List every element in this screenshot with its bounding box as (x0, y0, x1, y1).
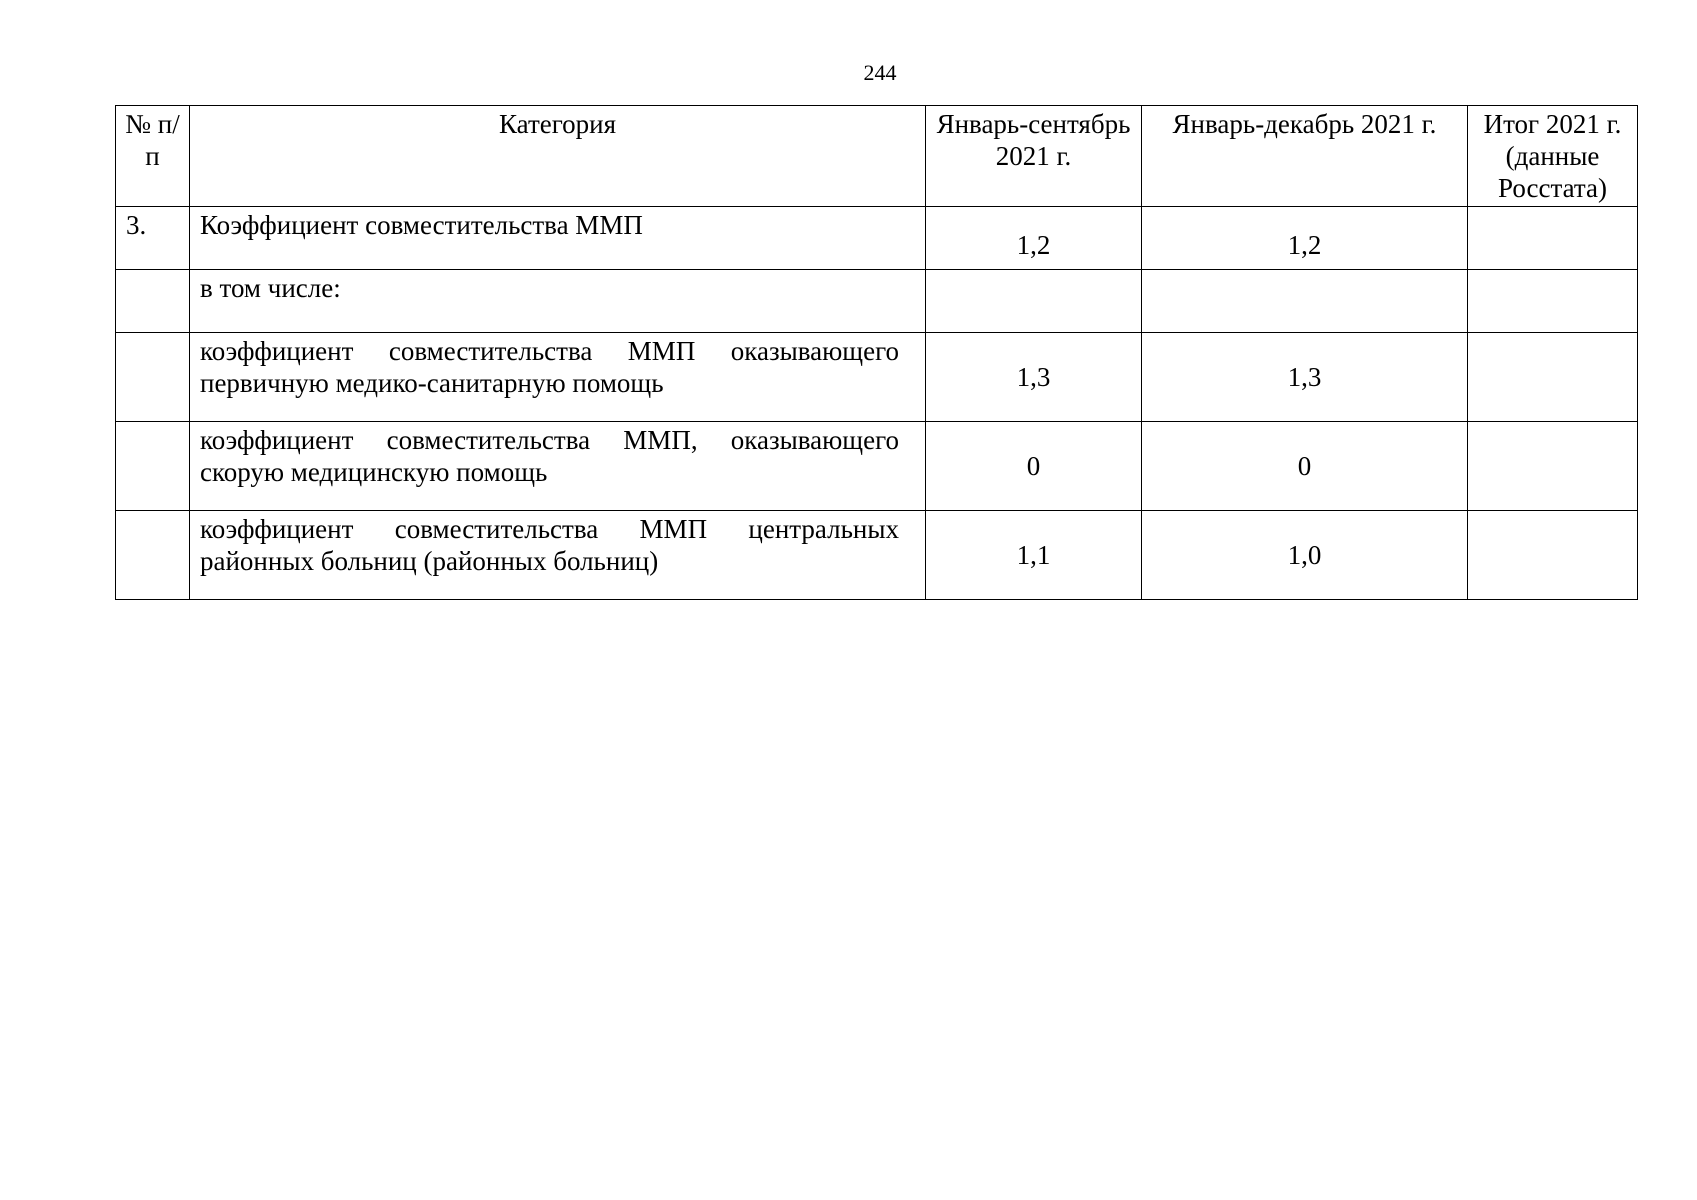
row-jan-sep: 1,2 (926, 207, 1142, 270)
row-category: коэффициент совместительства ММП, оказывающего скорую медицинскую помощь (190, 422, 926, 511)
row-num (116, 270, 190, 333)
row-total (1468, 207, 1638, 270)
table-row (116, 422, 1638, 511)
row-num: 3. (116, 207, 190, 270)
row-jan-sep: 1,3 (926, 333, 1142, 422)
row-total (1468, 333, 1638, 422)
row-total (1468, 422, 1638, 511)
row-num (116, 333, 190, 422)
row-jan-dec: 0 (1142, 422, 1468, 511)
data-table (115, 105, 1638, 600)
header-total-rosstat: Итог 2021 г. (данные Росстата) (1468, 106, 1638, 207)
row-category: в том числе: (190, 270, 926, 333)
row-category: коэффициент совместительства ММП оказывающего первичную медико-санитарную помощь (190, 333, 926, 422)
row-num (116, 511, 190, 600)
row-jan-dec: 1,0 (1142, 511, 1468, 600)
row-category: коэффициент совместительства ММП центральных районных больниц (районных больниц) (190, 511, 926, 600)
table-row (116, 270, 1638, 333)
table-row (116, 511, 1638, 600)
table-row (116, 333, 1638, 422)
row-jan-dec (1142, 270, 1468, 333)
row-jan-dec: 1,3 (1142, 333, 1468, 422)
row-total (1468, 270, 1638, 333)
page-number: 244 (863, 60, 897, 85)
row-jan-sep: 1,1 (926, 511, 1142, 600)
header-jan-sep: Январь-сентябрь 2021 г. (926, 106, 1142, 207)
header-category: Категория (190, 106, 926, 207)
header-num: № п/п (116, 106, 190, 207)
row-jan-sep: 0 (926, 422, 1142, 511)
row-num (116, 422, 190, 511)
row-total (1468, 511, 1638, 600)
row-jan-sep (926, 270, 1142, 333)
header-jan-dec: Январь-декабрь 2021 г. (1142, 106, 1468, 207)
row-jan-dec: 1,2 (1142, 207, 1468, 270)
row-category: Коэффициент совместительства ММП (190, 207, 926, 270)
table-row (116, 207, 1638, 270)
table-header-row (116, 106, 1638, 207)
